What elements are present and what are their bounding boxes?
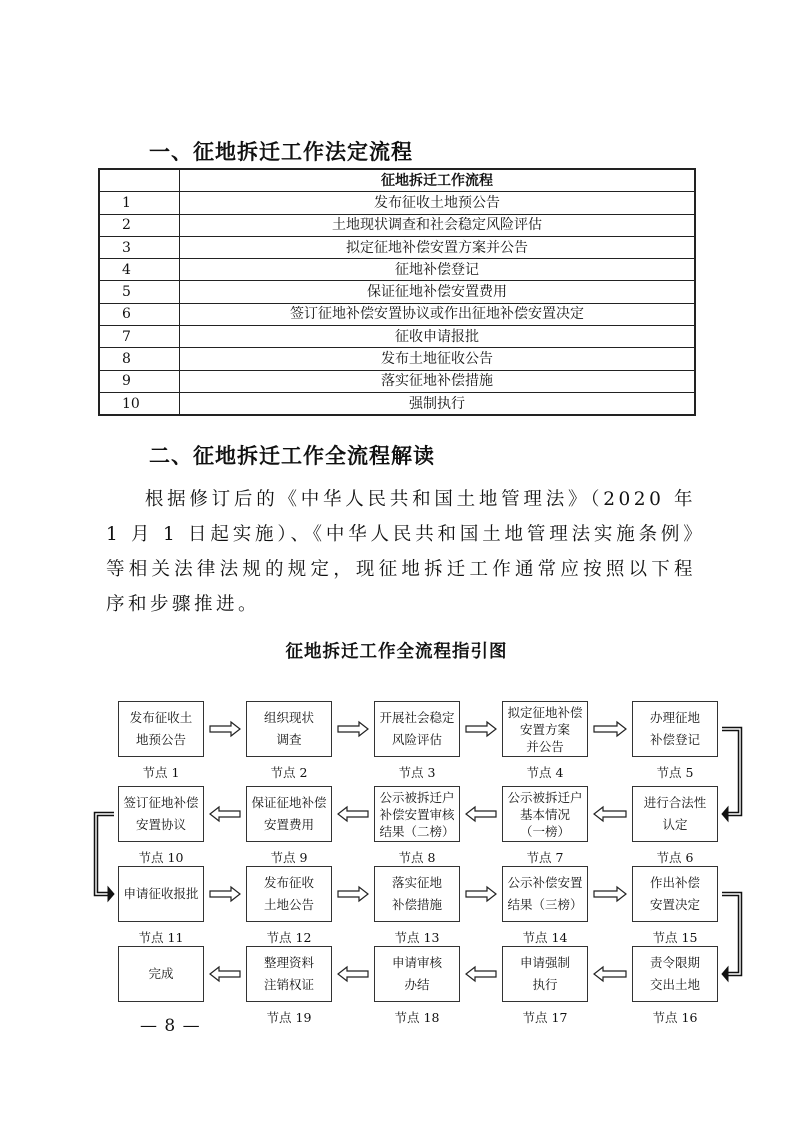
flow-node-line: 组织现状 bbox=[263, 710, 314, 725]
flow-arrow-left bbox=[210, 807, 240, 821]
flow-node-11 bbox=[118, 866, 204, 922]
flow-node-text bbox=[264, 707, 314, 751]
flow-node-line: 补偿登记 bbox=[649, 732, 700, 747]
flow-node-label: 节点 18 bbox=[394, 1010, 440, 1025]
flow-arrow-left bbox=[338, 807, 368, 821]
flow-node-20 bbox=[118, 946, 204, 1002]
flow-node-line: （一榜） bbox=[519, 823, 570, 839]
flow-node-text bbox=[379, 789, 454, 840]
table-row bbox=[99, 303, 695, 325]
step-number: 4 bbox=[99, 259, 180, 281]
flow-node-text bbox=[392, 952, 442, 996]
flow-node-line: 发布征收土 bbox=[129, 710, 193, 725]
step-number: 5 bbox=[99, 281, 180, 303]
flow-node-label: 节点 10 bbox=[138, 850, 184, 865]
flow-node-text bbox=[148, 963, 173, 985]
flow-node-line: 申请强制 bbox=[519, 955, 570, 970]
flow-arrow-left bbox=[466, 807, 496, 821]
flow-node-text bbox=[507, 704, 582, 755]
flow-node-line: 公示被拆迁户 bbox=[379, 789, 455, 805]
step-text: 征收申请报批 bbox=[180, 326, 696, 348]
step-text: 土地现状调查和社会稳定风险评估 bbox=[180, 214, 696, 236]
flow-node-label: 节点 3 bbox=[398, 765, 436, 780]
flow-node-18 bbox=[374, 946, 460, 1002]
flow-node-label: 节点 19 bbox=[266, 1010, 312, 1025]
table-header-title: 征地拆迁工作流程 bbox=[180, 169, 696, 192]
flow-node-line: 进行合法性 bbox=[643, 795, 707, 810]
table-row bbox=[99, 236, 695, 258]
flow-arrow-left bbox=[338, 967, 368, 981]
flow-arrow-right bbox=[594, 887, 626, 901]
table-row bbox=[99, 392, 695, 415]
flow-node-text bbox=[264, 952, 314, 996]
table-header-num bbox=[99, 169, 180, 192]
step-text: 发布土地征收公告 bbox=[180, 348, 696, 370]
step-number: 2 bbox=[99, 214, 180, 236]
flow-node-line: 责令限期 bbox=[649, 955, 700, 970]
flow-node-line: 调查 bbox=[276, 732, 302, 747]
flow-arrow-left bbox=[594, 967, 626, 981]
flow-node-text bbox=[520, 952, 570, 996]
flow-node-6 bbox=[632, 786, 718, 842]
flow-node-2 bbox=[246, 701, 332, 757]
flow-node-17 bbox=[502, 946, 588, 1002]
flow-node-line: 申请审核 bbox=[391, 955, 442, 970]
flow-node-line: 认定 bbox=[662, 817, 688, 832]
flow-node-line: 注销权证 bbox=[263, 977, 314, 992]
page-number: — 8 — bbox=[140, 1016, 201, 1036]
step-number: 3 bbox=[99, 236, 180, 258]
step-text: 拟定征地补偿安置方案并公告 bbox=[180, 236, 696, 258]
step-number: 10 bbox=[99, 392, 180, 415]
table-header-row bbox=[99, 169, 695, 192]
table-row bbox=[99, 192, 695, 214]
flow-arrow-right bbox=[338, 722, 368, 736]
flow-arrow-right bbox=[466, 887, 496, 901]
flow-node-line: 安置决定 bbox=[649, 897, 700, 912]
flow-node-line: 交出土地 bbox=[649, 977, 700, 992]
flow-node-label: 节点 16 bbox=[652, 1010, 698, 1025]
flow-node-line: 基本情况 bbox=[519, 806, 570, 822]
step-number: 7 bbox=[99, 326, 180, 348]
flow-node-5 bbox=[632, 701, 718, 757]
flow-node-line: 安置费用 bbox=[263, 817, 314, 832]
flow-node-line: 公示补偿安置 bbox=[507, 875, 583, 890]
flow-node-text bbox=[644, 792, 707, 836]
flow-connector-5-6 bbox=[722, 729, 740, 821]
step-text: 征地补偿登记 bbox=[180, 259, 696, 281]
flow-node-label: 节点 15 bbox=[652, 930, 698, 945]
flow-node-10 bbox=[118, 786, 204, 842]
step-number: 1 bbox=[99, 192, 180, 214]
table-row bbox=[99, 281, 695, 303]
flow-node-text bbox=[507, 789, 582, 840]
flow-arrow-left bbox=[210, 967, 240, 981]
flow-node-label: 节点 8 bbox=[398, 850, 436, 865]
flow-node-text bbox=[130, 707, 193, 751]
flow-node-line: 执行 bbox=[532, 977, 558, 992]
flow-node-text bbox=[650, 707, 700, 751]
flow-node-16 bbox=[632, 946, 718, 1002]
flow-node-label: 节点 1 bbox=[142, 765, 180, 780]
flow-node-text bbox=[379, 707, 454, 751]
flow-node-label: 节点 12 bbox=[266, 930, 312, 945]
flow-node-line: 开展社会稳定 bbox=[379, 710, 455, 725]
flow-node-8 bbox=[374, 786, 460, 842]
step-number: 9 bbox=[99, 370, 180, 392]
flow-node-line: 保证征地补偿 bbox=[251, 795, 327, 810]
flow-node-label: 节点 6 bbox=[656, 850, 694, 865]
intro-paragraph-block bbox=[106, 482, 696, 622]
flow-arrow-right bbox=[210, 887, 240, 901]
table-row bbox=[99, 326, 695, 348]
flow-node-line: 安置方案 bbox=[519, 721, 570, 737]
flow-node-label: 节点 9 bbox=[270, 850, 308, 865]
flow-node-line: 结果（二榜） bbox=[379, 823, 455, 839]
step-text: 保证征地补偿安置费用 bbox=[180, 281, 696, 303]
section-1-heading: 一、征地拆迁工作法定流程 bbox=[149, 140, 413, 164]
procedure-table bbox=[98, 168, 696, 416]
table-row bbox=[99, 214, 695, 236]
flow-arrow-right bbox=[466, 722, 496, 736]
flow-node-line: 补偿措施 bbox=[391, 897, 442, 912]
table-row bbox=[99, 370, 695, 392]
flow-node-text bbox=[650, 952, 700, 996]
flow-node-line: 结果（三榜） bbox=[507, 897, 583, 912]
flowchart-title: 征地拆迁工作全流程指引图 bbox=[285, 642, 508, 662]
flow-arrow-right bbox=[338, 887, 368, 901]
table-row bbox=[99, 259, 695, 281]
flow-node-12 bbox=[246, 866, 332, 922]
intro-paragraph: 根据修订后的《中华人民共和国土地管理法》（2020 年 1 月 1 日起实施）、《中华人民共和国土地管理法实施条例》等相关法律法规的规定，现征地拆迁工作通常应按照以下程序和步骤推进。 bbox=[106, 489, 696, 615]
flow-node-text bbox=[123, 883, 198, 905]
flow-node-15 bbox=[632, 866, 718, 922]
flow-node-line: 补偿安置审核 bbox=[379, 806, 455, 822]
flow-node-line: 拟定征地补偿 bbox=[507, 704, 583, 720]
flow-node-line: 地预公告 bbox=[135, 732, 186, 747]
flow-node-label: 节点 4 bbox=[526, 765, 564, 780]
flow-node-line: 作出补偿 bbox=[649, 875, 700, 890]
step-number: 6 bbox=[99, 303, 180, 325]
flow-node-3 bbox=[374, 701, 460, 757]
flow-node-text bbox=[264, 872, 314, 916]
flow-node-line: 发布征收 bbox=[263, 875, 314, 890]
flow-node-line: 办理征地 bbox=[649, 710, 700, 725]
flow-node-line: 安置协议 bbox=[135, 817, 186, 832]
flow-node-label: 节点 17 bbox=[522, 1010, 568, 1025]
flow-node-13 bbox=[374, 866, 460, 922]
flow-node-4 bbox=[502, 701, 588, 757]
flow-node-label: 节点 5 bbox=[656, 765, 694, 780]
flow-arrow-left bbox=[594, 807, 626, 821]
flow-node-line: 公示被拆迁户 bbox=[507, 789, 583, 805]
flow-node-line: 落实征地 bbox=[391, 875, 442, 890]
flow-arrow-right bbox=[210, 722, 240, 736]
step-text: 签订征地补偿安置协议或作出征地补偿安置决定 bbox=[180, 303, 696, 325]
flow-node-label: 节点 14 bbox=[522, 930, 568, 945]
flow-arrow-left bbox=[466, 967, 496, 981]
flow-node-1 bbox=[118, 701, 204, 757]
flow-node-line: 风险评估 bbox=[391, 732, 442, 747]
flow-node-label: 节点 2 bbox=[270, 765, 308, 780]
flow-node-line: 整理资料 bbox=[263, 955, 314, 970]
flow-node-label: 节点 11 bbox=[138, 930, 184, 945]
flow-node-text bbox=[650, 872, 700, 916]
flow-arrow-right bbox=[594, 722, 626, 736]
flow-connector-10-11 bbox=[96, 814, 114, 901]
flow-node-line: 完成 bbox=[148, 966, 174, 981]
table-row bbox=[99, 348, 695, 370]
flow-node-9 bbox=[246, 786, 332, 842]
step-text: 发布征收土地预公告 bbox=[180, 192, 696, 214]
step-text: 强制执行 bbox=[180, 392, 696, 415]
flow-node-line: 签订征地补偿 bbox=[123, 795, 199, 810]
flow-node-line: 并公告 bbox=[526, 738, 564, 754]
flow-node-text bbox=[251, 792, 326, 836]
flow-connector-15-16 bbox=[722, 894, 740, 981]
flow-node-7 bbox=[502, 786, 588, 842]
step-number: 8 bbox=[99, 348, 180, 370]
step-text: 落实征地补偿措施 bbox=[180, 370, 696, 392]
section-2-heading: 二、征地拆迁工作全流程解读 bbox=[149, 444, 435, 468]
flow-node-text bbox=[507, 872, 582, 916]
flow-node-line: 土地公告 bbox=[263, 897, 314, 912]
flow-node-line: 申请征收报批 bbox=[123, 886, 199, 901]
flow-node-label: 节点 7 bbox=[526, 850, 564, 865]
flow-node-line: 办结 bbox=[404, 977, 430, 992]
flow-node-14 bbox=[502, 866, 588, 922]
flow-node-text bbox=[123, 792, 198, 836]
flow-node-text bbox=[392, 872, 442, 916]
flow-node-label: 节点 13 bbox=[394, 930, 440, 945]
flow-node-19 bbox=[246, 946, 332, 1002]
